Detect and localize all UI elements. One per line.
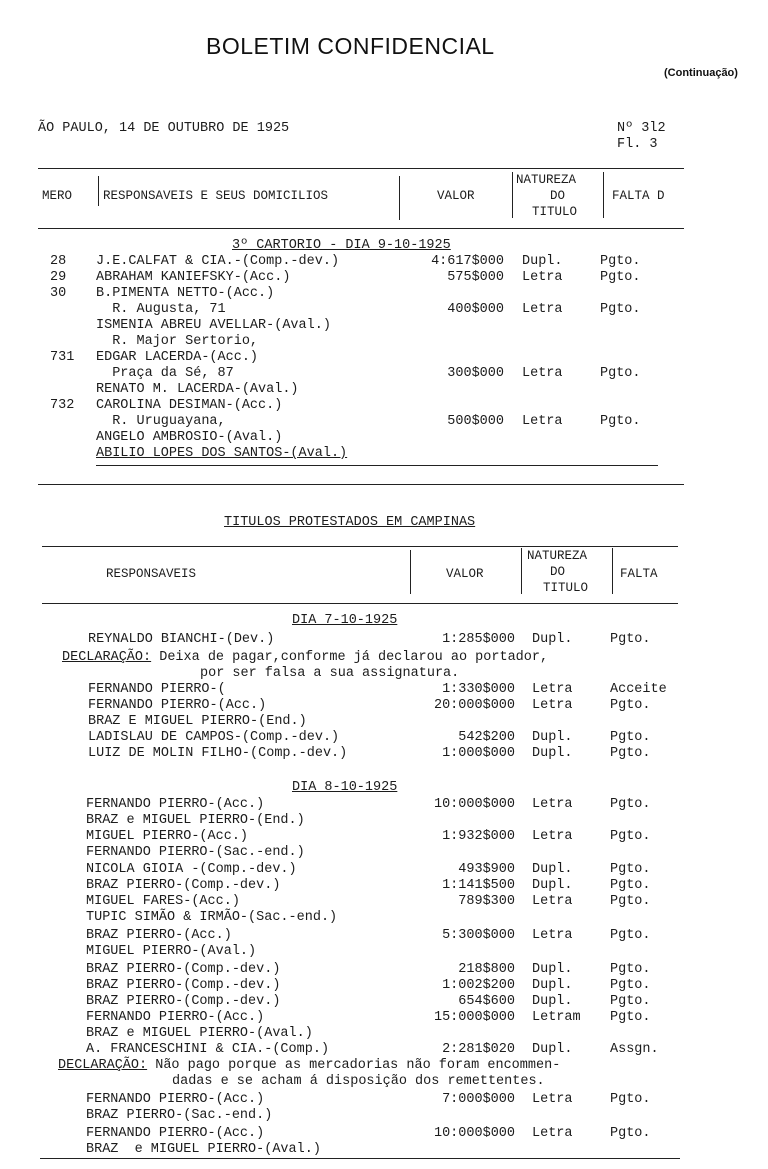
protest-reason: Pgto.: [610, 698, 651, 713]
amount-value: 300$000: [447, 366, 504, 381]
title-type: Letra: [532, 797, 573, 812]
title-type: Dupl.: [532, 994, 573, 1009]
col-header-natureza-titulo: TITULO: [532, 205, 578, 219]
table2-row-text: NICOLA GIOIA -(Comp.-dev.): [86, 862, 297, 877]
table2-row-text: BRAZ e MIGUEL PIERRO-(Aval.): [86, 1026, 313, 1041]
table1-divider: [98, 176, 99, 206]
table2-header-rule: [42, 603, 678, 604]
declaration-label: DECLARAÇÃO:: [58, 1058, 148, 1073]
table1-row-text: CAROLINA DESIMAN-(Acc.): [96, 398, 283, 413]
day-heading-2: DIA 8-10-1925: [292, 780, 398, 795]
table1-row-text: ABRAHAM KANIEFSKY-(Acc.): [96, 270, 291, 285]
declaration-text: Não pago porque as mercadorias não foram encommen-: [147, 1058, 561, 1073]
folio-number: Fl. 3: [617, 137, 658, 152]
entry-number: 28: [50, 254, 67, 269]
protest-reason: Pgto.: [610, 797, 651, 812]
amount-value: 2:281$020: [442, 1042, 515, 1057]
declaration-text: Deixa de pagar,conforme já declarou ao portador,: [151, 650, 549, 665]
protest-reason: Pgto.: [610, 1092, 651, 1107]
table2-row-text: BRAZ PIERRO-(Comp.-dev.): [86, 962, 281, 977]
table1-divider: [603, 172, 604, 218]
table2-row-text: FERNANDO PIERRO-(Acc.): [86, 1126, 265, 1141]
amount-value: 10:000$000: [433, 797, 515, 812]
amount-value: 575$000: [447, 270, 504, 285]
title-type: Letra: [532, 1126, 573, 1141]
place-date: ÃO PAULO, 14 DE OUTUBRO DE 1925: [38, 121, 290, 136]
protest-reason: Pgto.: [610, 962, 651, 977]
amount-value: 218$800: [458, 962, 515, 977]
title-type: Letra: [532, 928, 573, 943]
amount-value: 493$900: [458, 862, 515, 877]
table1-header-rule: [38, 228, 684, 229]
table2-divider: [612, 548, 613, 594]
title-type: Letram: [532, 1010, 581, 1025]
section2-heading: TITULOS PROTESTADOS EM CAMPINAS: [224, 515, 476, 530]
table2-row-text: FERNANDO PIERRO-(Acc.): [86, 797, 265, 812]
declaration-1: [62, 650, 548, 666]
table2-row-text: FERNANDO PIERRO-(Acc.): [86, 1092, 265, 1107]
title-type: Letra: [522, 414, 563, 429]
protest-reason: Pgto.: [610, 730, 651, 745]
col2-header-natureza: NATUREZA: [527, 549, 588, 563]
protest-reason: Pgto.: [610, 994, 651, 1009]
page-title: BOLETIM CONFIDENCIAL: [206, 33, 495, 59]
amount-value: 10:000$000: [433, 1126, 515, 1141]
col2-header-valor: VALOR: [446, 567, 484, 581]
section-heading: 3º CARTORIO - DIA 9-10-1925: [232, 238, 451, 253]
table1-divider: [512, 172, 513, 218]
table1-row-text: J.E.CALFAT & CIA.-(Comp.-dev.): [96, 254, 340, 269]
table2-row-text: TUPIC SIMÃO & IRMÃO-(Sac.-end.): [86, 910, 338, 925]
page-bottom-rule: [40, 1158, 680, 1159]
amount-value: 1:932$000: [442, 829, 515, 844]
col-header-number: MERO: [42, 189, 73, 203]
title-type: Dupl.: [532, 730, 573, 745]
title-type: Letra: [532, 829, 573, 844]
table2-row-text: MIGUEL PIERRO-(Aval.): [86, 944, 257, 959]
title-type: Dupl.: [532, 1042, 573, 1057]
amount-value: 15:000$000: [433, 1010, 515, 1025]
table1-row-text: R. Uruguayana,: [96, 414, 226, 429]
title-type: Dupl.: [532, 862, 573, 877]
protest-reason: Pgto.: [610, 829, 651, 844]
protest-reason: Pgto.: [610, 894, 651, 909]
title-type: Letra: [532, 894, 573, 909]
table2-row-text: BRAZ E MIGUEL PIERRO-(End.): [88, 714, 307, 729]
table2-row-text: REYNALDO BIANCHI-(Dev.): [88, 632, 275, 647]
title-type: Letra: [522, 302, 563, 317]
protest-reason: Pgto.: [600, 366, 641, 381]
table2-row-text: BRAZ e MIGUEL PIERRO-(End.): [86, 813, 305, 828]
col-header-natureza-do: DO: [550, 189, 566, 203]
table2-row-text: BRAZ e MIGUEL PIERRO-(Aval.): [86, 1142, 321, 1157]
amount-value: 1:000$000: [442, 746, 515, 761]
declaration-2-cont: dadas e se acham á disposição dos remettentes.: [172, 1074, 545, 1089]
amount-value: 1:002$200: [442, 978, 515, 993]
title-type: Dupl.: [532, 878, 573, 893]
table1-row-text: ISMENIA ABREU AVELLAR-(Aval.): [96, 318, 331, 333]
table2-row-text: BRAZ PIERRO-(Comp.-dev.): [86, 994, 281, 1009]
col2-header-natureza-do: DO: [550, 565, 566, 579]
table2-row-text: MIGUEL PIERRO-(Acc.): [86, 829, 249, 844]
table2-row-text: LADISLAU DE CAMPOS-(Comp.-dev.): [88, 730, 340, 745]
title-type: Letra: [532, 682, 573, 697]
protest-reason: Pgto.: [610, 632, 651, 647]
protest-reason: Pgto.: [610, 978, 651, 993]
table1-row-text: R. Augusta, 71: [96, 302, 226, 317]
col2-header-natureza-titulo: TITULO: [543, 581, 589, 595]
amount-value: 20:000$000: [433, 698, 515, 713]
col-header-falta: FALTA D: [612, 189, 665, 203]
entry-number: 731: [50, 350, 75, 365]
amount-value: 7:000$000: [442, 1092, 515, 1107]
title-type: Letra: [522, 270, 563, 285]
table2-divider: [410, 550, 411, 594]
title-type: Dupl.: [532, 962, 573, 977]
declaration-2: [58, 1058, 560, 1074]
continuation-label: (Continuação): [664, 67, 738, 79]
table2-row-text: FERNANDO PIERRO-(: [88, 682, 226, 697]
table2-row-text: MIGUEL FARES-(Acc.): [86, 894, 240, 909]
table2-row-text: LUIZ DE MOLIN FILHO-(Comp.-dev.): [88, 746, 348, 761]
table1-row-text: EDGAR LACERDA-(Acc.): [96, 350, 259, 365]
title-type: Dupl.: [522, 254, 563, 269]
protest-reason: Pgto.: [610, 878, 651, 893]
title-type: Letra: [532, 1092, 573, 1107]
title-type: Dupl.: [532, 632, 573, 647]
title-type: Letra: [522, 366, 563, 381]
protest-reason: Acceite: [610, 682, 667, 697]
table2-row-text: FERNANDO PIERRO-(Sac.-end.): [86, 845, 305, 860]
table1-divider: [399, 176, 400, 220]
col2-header-responsaveis: RESPONSAVEIS: [106, 567, 197, 581]
protest-reason: Pgto.: [610, 862, 651, 877]
amount-value: 1:285$000: [442, 632, 515, 647]
declaration-label: DECLARAÇÃO:: [62, 650, 152, 665]
title-type: Letra: [532, 698, 573, 713]
table2-row-text: BRAZ PIERRO-(Acc.): [86, 928, 232, 943]
amount-value: 5:300$000: [442, 928, 515, 943]
table1-row-text: Praça da Sé, 87: [96, 366, 234, 381]
table2-row-text: A. FRANCESCHINI & CIA.-(Comp.): [86, 1042, 330, 1057]
table1-row-text: R. Major Sertorio,: [96, 334, 259, 349]
entry-number: 732: [50, 398, 75, 413]
amount-value: 400$000: [447, 302, 504, 317]
table1-row-text: ABILIO LOPES DOS SANTOS-(Aval.): [96, 446, 348, 461]
day-heading-1: DIA 7-10-1925: [292, 613, 398, 628]
protest-reason: Pgto.: [610, 746, 651, 761]
col-header-responsaveis: RESPONSAVEIS E SEUS DOMICILIOS: [103, 189, 329, 203]
table2-row-text: FERNANDO PIERRO-(Acc.): [86, 1010, 265, 1025]
protest-reason: Pgto.: [600, 254, 641, 269]
bulletin-number: Nº 3l2: [617, 121, 666, 136]
entry-number: 29: [50, 270, 67, 285]
table1-bottom-rule: [38, 484, 684, 485]
table1-row-text: B.PIMENTA NETTO-(Acc.): [96, 286, 275, 301]
title-type: Dupl.: [532, 978, 573, 993]
protest-reason: Pgto.: [600, 270, 641, 285]
declaration-1-cont: por ser falsa a sua assignatura.: [200, 666, 460, 681]
protest-reason: Pgto.: [610, 1010, 651, 1025]
protest-reason: Pgto.: [600, 414, 641, 429]
protest-reason: Pgto.: [610, 1126, 651, 1141]
table2-row-text: FERNANDO PIERRO-(Acc.): [88, 698, 267, 713]
table2-row-text: BRAZ PIERRO-(Comp.-dev.): [86, 878, 281, 893]
protest-reason: Pgto.: [600, 302, 641, 317]
protest-reason: Pgto.: [610, 928, 651, 943]
table2-divider: [521, 548, 522, 594]
col2-header-falta: FALTA: [620, 567, 658, 581]
table1-row-text: RENATO M. LACERDA-(Aval.): [96, 382, 299, 397]
table1-row-text: ANGELO AMBROSIO-(Aval.): [96, 430, 283, 445]
amount-value: 4:617$000: [431, 254, 504, 269]
table2-row-text: BRAZ PIERRO-(Sac.-end.): [86, 1108, 273, 1123]
amount-value: 500$000: [447, 414, 504, 429]
table1-end-rule: [96, 465, 658, 466]
table1-top-rule: [38, 168, 684, 169]
amount-value: 654$600: [458, 994, 515, 1009]
col-header-valor: VALOR: [437, 189, 475, 203]
table2-row-text: BRAZ PIERRO-(Comp.-dev.): [86, 978, 281, 993]
amount-value: 1:141$500: [442, 878, 515, 893]
amount-value: 1:330$000: [442, 682, 515, 697]
amount-value: 789$300: [458, 894, 515, 909]
protest-reason: Assgn.: [610, 1042, 659, 1057]
table2-top-rule: [42, 546, 678, 547]
amount-value: 542$200: [458, 730, 515, 745]
entry-number: 30: [50, 286, 67, 301]
col-header-natureza: NATUREZA: [516, 173, 577, 187]
title-type: Dupl.: [532, 746, 573, 761]
